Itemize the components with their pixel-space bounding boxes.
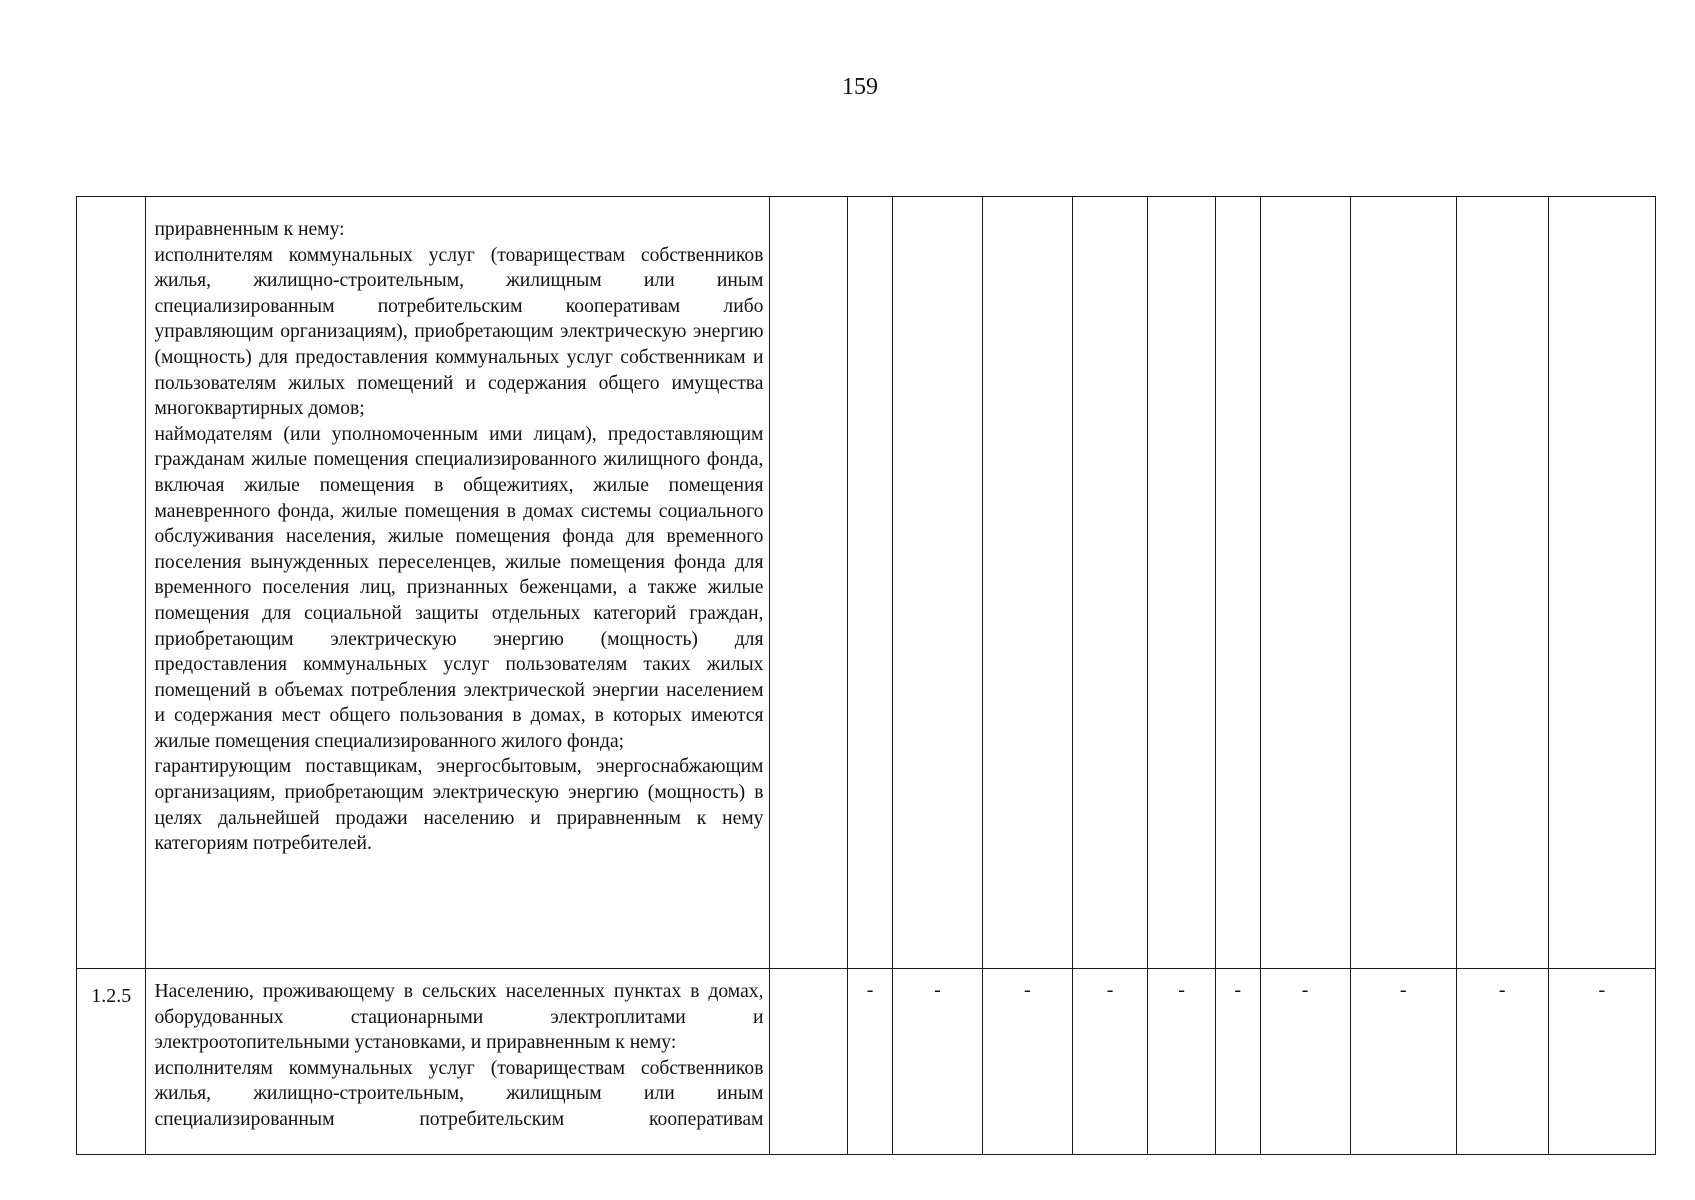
value-cell [982, 197, 1072, 969]
description-paragraph: гарантирующим поставщикам, энергосбытовым, энергоснабжающим организациям, приобретающим электрическую энергию (мощность) в целях дальнейшей продажи населению и приравненным к нему категориям потребителей. [154, 756, 764, 855]
value-cell [1072, 197, 1148, 969]
tariff-table [76, 196, 1656, 1155]
value-cell [848, 197, 893, 969]
value-cell: - [848, 969, 893, 1155]
value-cell: - [1148, 969, 1215, 1155]
value-cell: - [893, 969, 983, 1155]
value-cell: - [1350, 969, 1456, 1155]
description-paragraph: исполнителям коммунальных услуг (товариществам собственников жилья, жилищно-строительным, жилищным или иным специализированным потребительским кооперативам либо управляющим организациям), приобретающим электрическую энергию (мощность) для предоставления коммунальных услуг собственникам и пользователям жилых помещений и содержания общего имущества многоквартирных домов; [154, 244, 764, 420]
description-paragraph: наймодателям (или уполномоченным ими лицам), предоставляющим гражданам жилые помещения специализированного жилищного фонда, включая жилые помещения в общежитиях, жилые помещения маневренного фонда, жилые помещения в домах системы социального обслуживания населения, жилые помещения фонда для временного поселения вынужденных переселенцев, жилые помещения фонда для временного поселения лиц, признанных беженцами, а также жилые помещения для социальной защиты отдельных категорий граждан, приобретающим электрическую энергию (мощность) для предоставления коммунальных услуг пользователям таких жилых помещений в объемах потребления электрической энергии населением и содержания мест общего пользования в домах, в которых имеются жилые помещения специализированного жилого фонда; [154, 423, 764, 752]
description-paragraph: приравненным к нему: [154, 219, 345, 240]
value-cell [770, 969, 848, 1155]
table-row-continued [77, 197, 1656, 969]
description-paragraph: исполнителям коммунальных услуг (товариществам собственников жилья, жилищно-строительным, жилищным или иным специализированным потребительским кооперативам [154, 1057, 764, 1130]
value-cell: - [982, 969, 1072, 1155]
value-cell [1456, 197, 1548, 969]
description-paragraph: Населению, проживающему в сельских населенных пунктах в домах, оборудованных стационарными электроплитами и электроотопительными установками, и приравненным к нему: [154, 981, 764, 1054]
value-cell: - [1072, 969, 1148, 1155]
value-cell: - [1456, 969, 1548, 1155]
value-cell [1350, 197, 1456, 969]
value-cell: - [1215, 969, 1260, 1155]
value-cell [1215, 197, 1260, 969]
value-cell [1260, 197, 1350, 969]
value-cell [1148, 197, 1215, 969]
row-number-cell: 1.2.5 [77, 969, 146, 1155]
value-cell [893, 197, 983, 969]
row-description-cell [146, 197, 770, 969]
value-cell: - [1548, 969, 1655, 1155]
table-row-1-2-5 [77, 969, 1656, 1155]
row-number-cell [77, 197, 146, 969]
row-description-cell [146, 969, 770, 1155]
page-number: 159 [842, 74, 878, 100]
value-cell: - [1260, 969, 1350, 1155]
value-cell [770, 197, 848, 969]
value-cell [1548, 197, 1655, 969]
